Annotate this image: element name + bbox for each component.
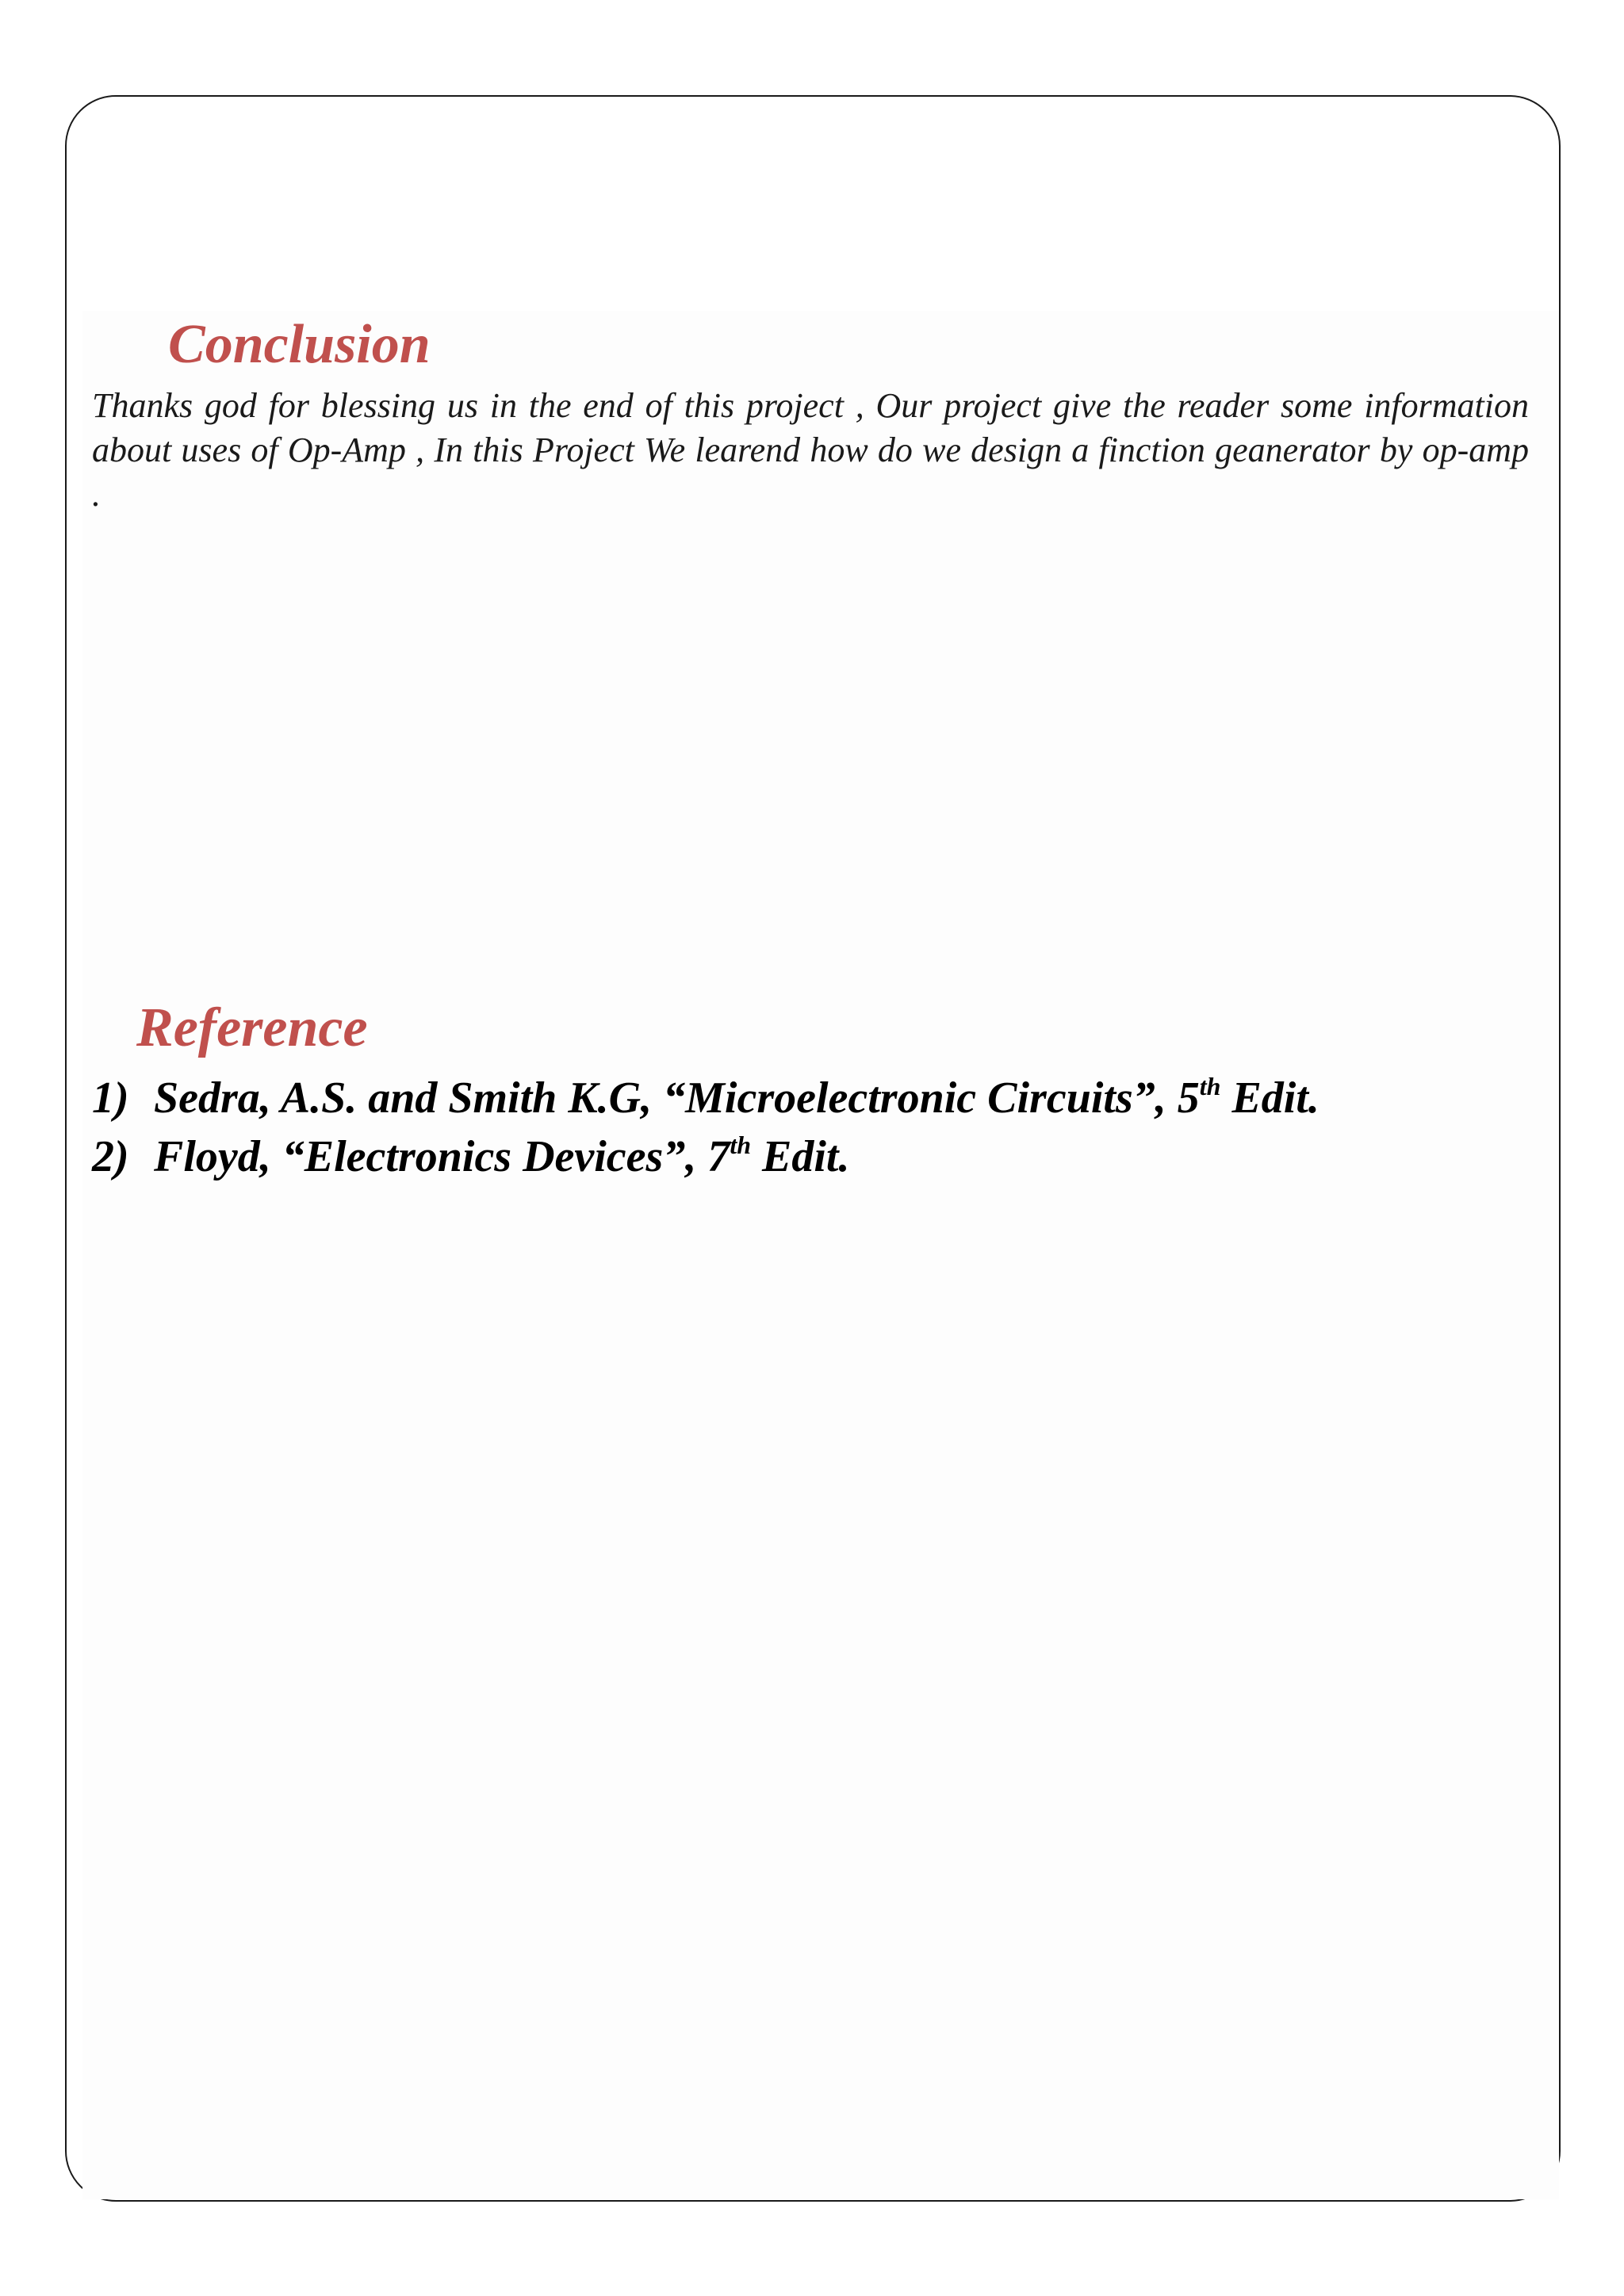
reference-item	[92, 1069, 1320, 1127]
reference-citation: Floyd, “Electronics Devices”, 7	[154, 1132, 730, 1181]
reference-text	[154, 1127, 849, 1186]
reference-list	[92, 1069, 1320, 1186]
reference-edition: Edit.	[751, 1132, 850, 1181]
reference-number: 2)	[92, 1132, 129, 1181]
reference-ordinal-suffix: th	[730, 1131, 751, 1160]
reference-ordinal-suffix: th	[1199, 1072, 1221, 1101]
conclusion-heading: Conclusion	[168, 314, 431, 375]
reference-number: 1)	[92, 1073, 129, 1123]
reference-citation: Sedra, A.S. and Smith K.G, “Microelectronic Circuits”, 5	[154, 1073, 1200, 1123]
reference-heading: Reference	[136, 997, 368, 1058]
reference-item	[92, 1127, 1320, 1186]
content-area	[82, 311, 1559, 2199]
reference-edition: Edit.	[1220, 1073, 1320, 1123]
reference-text	[154, 1069, 1320, 1127]
conclusion-paragraph: Thanks god for blessing us in the end of this project , Our project give the reader some information about uses of Op-Amp , In this Project We learend how do we design a finction geanerator by op-amp .	[92, 386, 1529, 514]
